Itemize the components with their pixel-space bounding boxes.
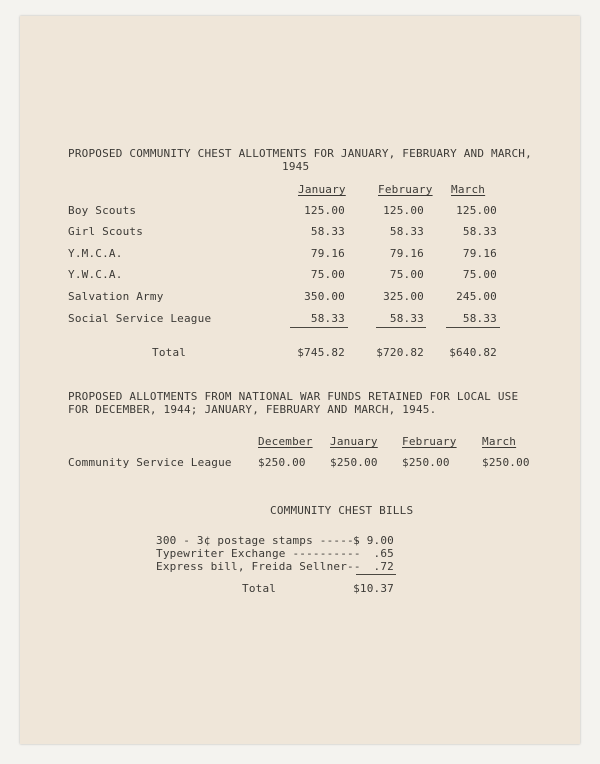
row-mar: 58.33: [462, 225, 497, 238]
allotments-header-february: February: [378, 183, 433, 196]
bill-label: 300 - 3¢ postage stamps ------: [156, 534, 361, 547]
bill-label: Typewriter Exchange ----------: [156, 547, 361, 560]
war-funds-header-february: February: [402, 435, 457, 448]
total-jan: $745.82: [297, 346, 345, 359]
row-feb: 75.00: [389, 268, 424, 281]
row-name: Y.W.C.A.: [68, 268, 123, 281]
sum-rule: [376, 327, 426, 328]
war-funds-row-name: Community Service League: [68, 456, 232, 469]
row-feb: 325.00: [383, 290, 424, 303]
allotments-header-january: January: [298, 183, 346, 196]
war-funds-title-line1: PROPOSED ALLOTMENTS FROM NATIONAL WAR FUNDS RETAINED FOR LOCAL USE: [68, 390, 519, 403]
allotments-total-label: Total: [152, 346, 187, 359]
row-name: Y.M.C.A.: [68, 247, 123, 260]
allotments-title-line1: PROPOSED COMMUNITY CHEST ALLOTMENTS FOR JANUARY, FEBRUARY AND MARCH,: [68, 147, 532, 160]
row-jan: 79.16: [310, 247, 345, 260]
bill-amount: $ 9.00: [353, 534, 394, 547]
row-name: Boy Scouts: [68, 204, 137, 217]
row-feb: 58.33: [389, 312, 424, 325]
allotments-title-line2: 1945: [282, 160, 310, 173]
war-funds-header-january: January: [330, 435, 378, 448]
bill-label: Express bill, Freida Sellner--: [156, 560, 361, 573]
total-feb: $720.82: [376, 346, 424, 359]
war-funds-header-december: December: [258, 435, 313, 448]
row-jan: 58.33: [310, 312, 345, 325]
sum-rule: [290, 327, 348, 328]
document-page: [20, 16, 580, 744]
bills-total: $10.37: [353, 582, 394, 595]
row-jan: 125.00: [304, 204, 345, 217]
war-funds-january: $250.00: [330, 456, 378, 469]
row-jan: 58.33: [310, 225, 345, 238]
row-mar: 125.00: [456, 204, 497, 217]
row-feb: 79.16: [389, 247, 424, 260]
bill-amount: .72: [373, 560, 394, 573]
row-mar: 75.00: [462, 268, 497, 281]
row-name: Girl Scouts: [68, 225, 144, 238]
row-mar: 245.00: [456, 290, 497, 303]
bills-total-label: Total: [242, 582, 277, 595]
war-funds-march: $250.00: [482, 456, 530, 469]
allotments-header-march: March: [451, 183, 486, 196]
row-name: Salvation Army: [68, 290, 164, 303]
bills-title: COMMUNITY CHEST BILLS: [270, 504, 414, 517]
row-feb: 125.00: [383, 204, 424, 217]
bill-amount: .65: [373, 547, 394, 560]
sum-rule: [446, 327, 500, 328]
war-funds-february: $250.00: [402, 456, 450, 469]
row-jan: 350.00: [304, 290, 345, 303]
war-funds-header-march: March: [482, 435, 517, 448]
war-funds-title-line2: FOR DECEMBER, 1944; JANUARY, FEBRUARY AND MARCH, 1945.: [68, 403, 437, 416]
row-jan: 75.00: [310, 268, 345, 281]
row-mar: 79.16: [462, 247, 497, 260]
row-name: Social Service League: [68, 312, 212, 325]
row-feb: 58.33: [389, 225, 424, 238]
total-mar: $640.82: [449, 346, 497, 359]
sum-rule: [356, 574, 396, 575]
war-funds-december: $250.00: [258, 456, 306, 469]
row-mar: 58.33: [462, 312, 497, 325]
